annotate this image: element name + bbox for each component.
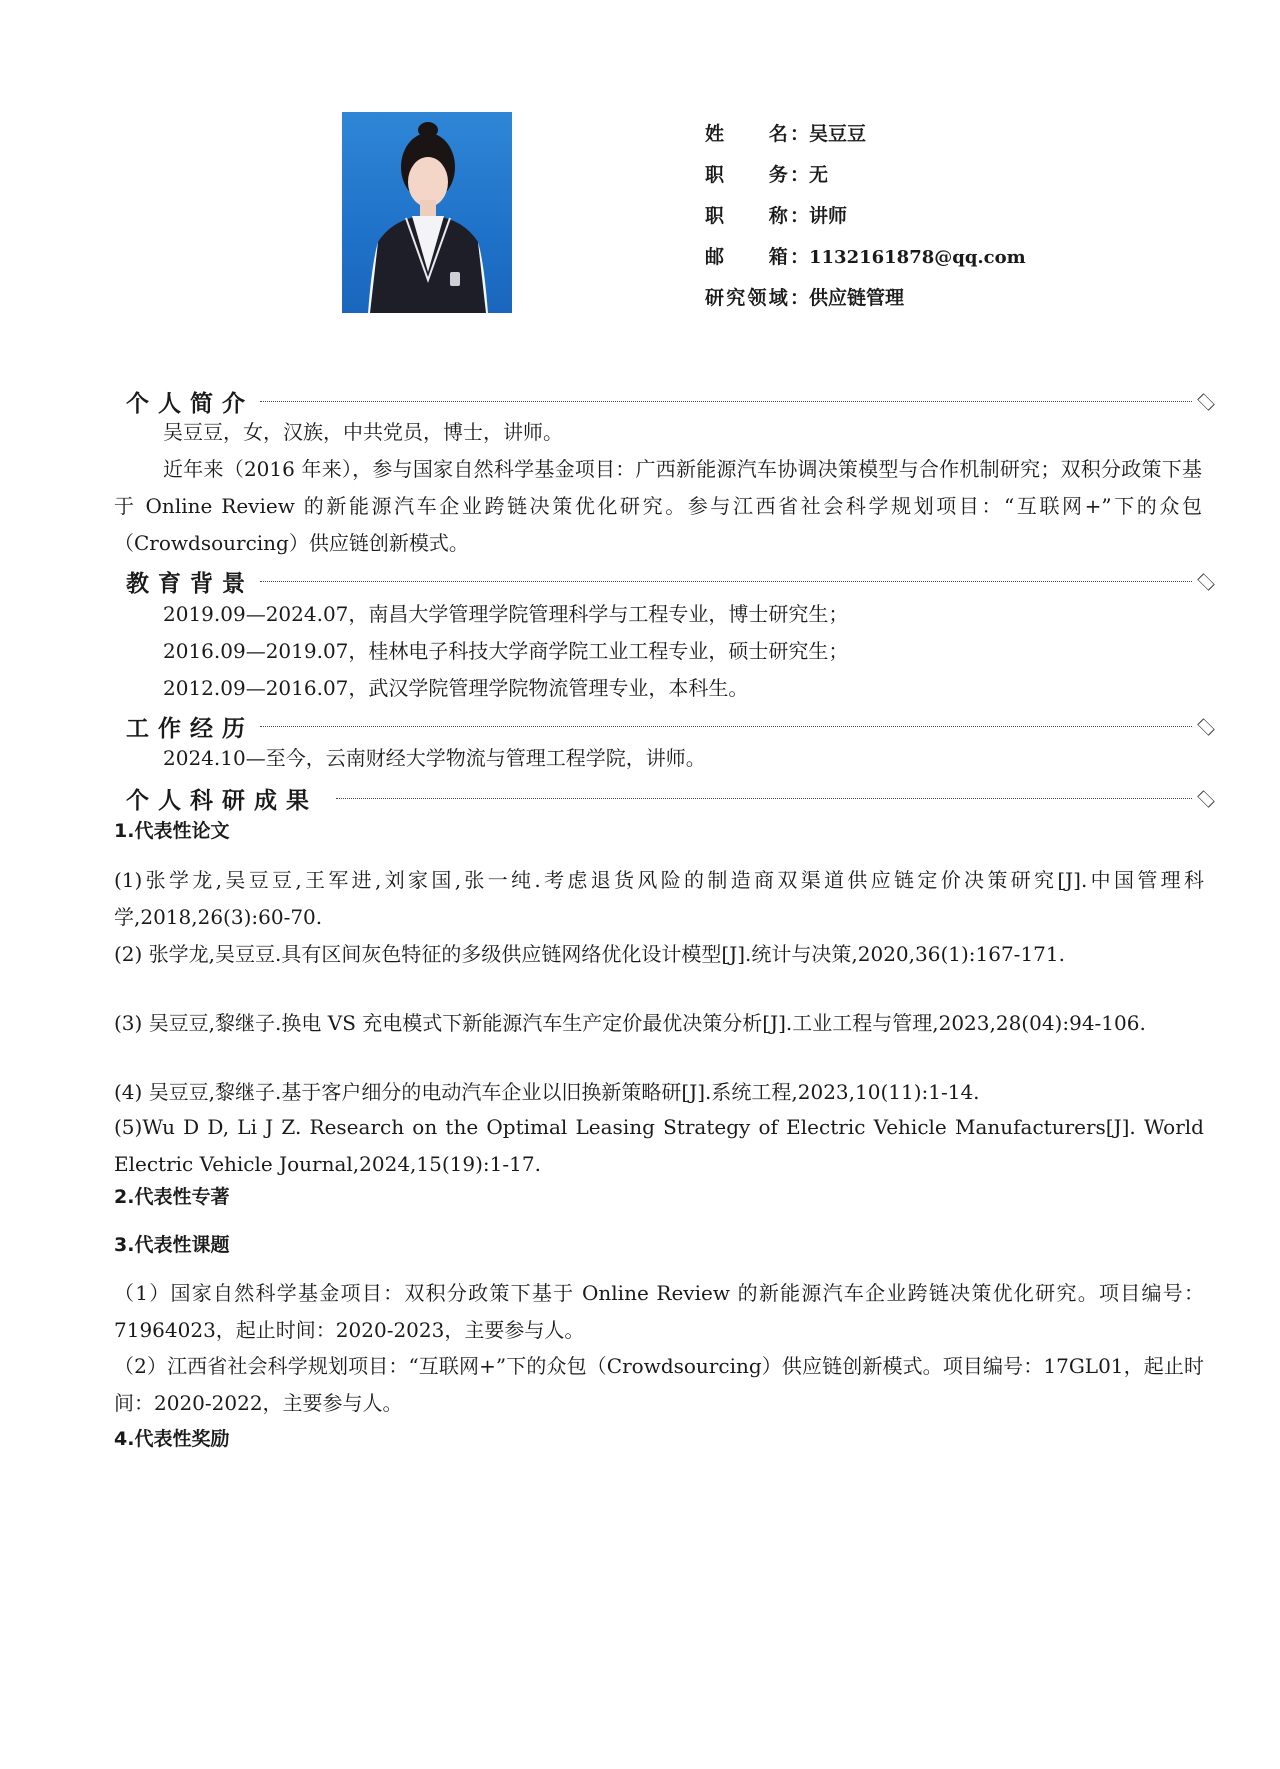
diamond-icon xyxy=(1197,718,1215,736)
name-value: 吴豆豆 xyxy=(809,123,867,145)
section-title-work: 工作经历 xyxy=(126,710,254,743)
project-item: （1）国家自然科学基金项目：双积分政策下基于 Online Review 的新能源汽车企业跨链决策优化研究。项目编号：71964023，起止时间：2020-2023，主要参与人。 xyxy=(114,1281,1204,1342)
work-item: 2024.10—至今，云南财经大学物流与管理工程学院，讲师。 xyxy=(163,746,706,770)
info-row-title xyxy=(705,200,1026,241)
intro-paragraph-2: 近年来（2016 年来），参与国家自然科学基金项目：广西新能源汽车协调决策模型与合作机制研究；双积分政策下基于 Online Review 的新能源汽车企业跨链决策优化研究。参与江西省社会科学规划项目：“互联网+”下的众包（Crowdsourcing）供应链创新模式。 xyxy=(114,457,1202,555)
papers-heading: 1.代表性论文 xyxy=(114,820,230,842)
section-divider xyxy=(260,581,1192,582)
paper-item: (1)张学龙,吴豆豆,王军进,刘家国,张一纯.考虑退货风险的制造商双渠道供应链定价决策研究[J].中国管理科学,2018,26(3):60-70. xyxy=(114,868,1204,929)
position-label: 职 务： xyxy=(705,164,809,186)
section-title-intro: 个人简介 xyxy=(126,385,254,418)
position-value: 无 xyxy=(809,164,829,186)
section-header-intro xyxy=(126,385,1216,415)
diamond-icon xyxy=(1197,790,1215,808)
intro-line-1: 吴豆豆，女，汉族，中共党员，博士，讲师。 xyxy=(163,420,563,444)
email-value: 1132161878@qq.com xyxy=(809,247,1026,268)
section-title-education: 教育背景 xyxy=(126,565,254,598)
projects-heading: 3.代表性课题 xyxy=(114,1234,230,1256)
section-header-work xyxy=(126,710,1216,740)
info-row-name xyxy=(705,118,1026,159)
profile-info xyxy=(705,118,1026,323)
project-item: （2）江西省社会科学规划项目：“互联网+”下的众包（Crowdsourcing）供应链创新模式。项目编号：17GL01，起止时间：2020-2022，主要参与人。 xyxy=(114,1354,1204,1415)
profile-photo xyxy=(342,112,512,313)
name-label: 姓 名： xyxy=(705,123,809,145)
awards-heading: 4.代表性奖励 xyxy=(114,1428,230,1450)
diamond-icon xyxy=(1197,573,1215,591)
info-row-email xyxy=(705,241,1026,282)
title-value: 讲师 xyxy=(809,205,848,227)
section-header-education xyxy=(126,565,1216,595)
education-item: 2012.09—2016.07，武汉学院管理学院物流管理专业，本科生。 xyxy=(163,676,749,700)
paper-item: (5)Wu D D, Li J Z. Research on the Optimal Leasing Strategy of Electric Vehicle Manufacturers[J]. World Electric Vehicle Journal,2024,15(19):1-17. xyxy=(114,1115,1204,1176)
info-row-field xyxy=(705,282,1026,323)
education-item: 2019.09—2024.07，南昌大学管理学院管理科学与工程专业，博士研究生； xyxy=(163,602,849,626)
title-label: 职 称： xyxy=(705,205,809,227)
paper-item: (2) 张学龙,吴豆豆.具有区间灰色特征的多级供应链网络优化设计模型[J].统计与决策,2020,36(1):167-171. xyxy=(114,942,1065,966)
field-value: 供应链管理 xyxy=(809,287,905,309)
paper-item: (4) 吴豆豆,黎继子.基于客户细分的电动汽车企业以旧换新策略研[J].系统工程,2023,10(11):1-14. xyxy=(114,1080,980,1104)
field-label: 研究领域： xyxy=(705,287,809,309)
education-item: 2016.09—2019.07，桂林电子科技大学商学院工业工程专业，硕士研究生； xyxy=(163,639,849,663)
diamond-icon xyxy=(1197,393,1215,411)
section-divider xyxy=(260,726,1192,727)
section-header-research xyxy=(126,782,1216,812)
email-label: 邮 箱： xyxy=(705,246,809,268)
section-title-research: 个人科研成果 xyxy=(126,782,318,815)
info-row-position xyxy=(705,159,1026,200)
portrait-image xyxy=(342,112,512,313)
section-divider xyxy=(336,798,1192,799)
paper-item: (3) 吴豆豆,黎继子.换电 VS 充电模式下新能源汽车生产定价最优决策分析[J].工业工程与管理,2023,28(04):94-106. xyxy=(114,1011,1146,1035)
books-heading: 2.代表性专著 xyxy=(114,1186,230,1208)
section-divider xyxy=(260,401,1192,402)
